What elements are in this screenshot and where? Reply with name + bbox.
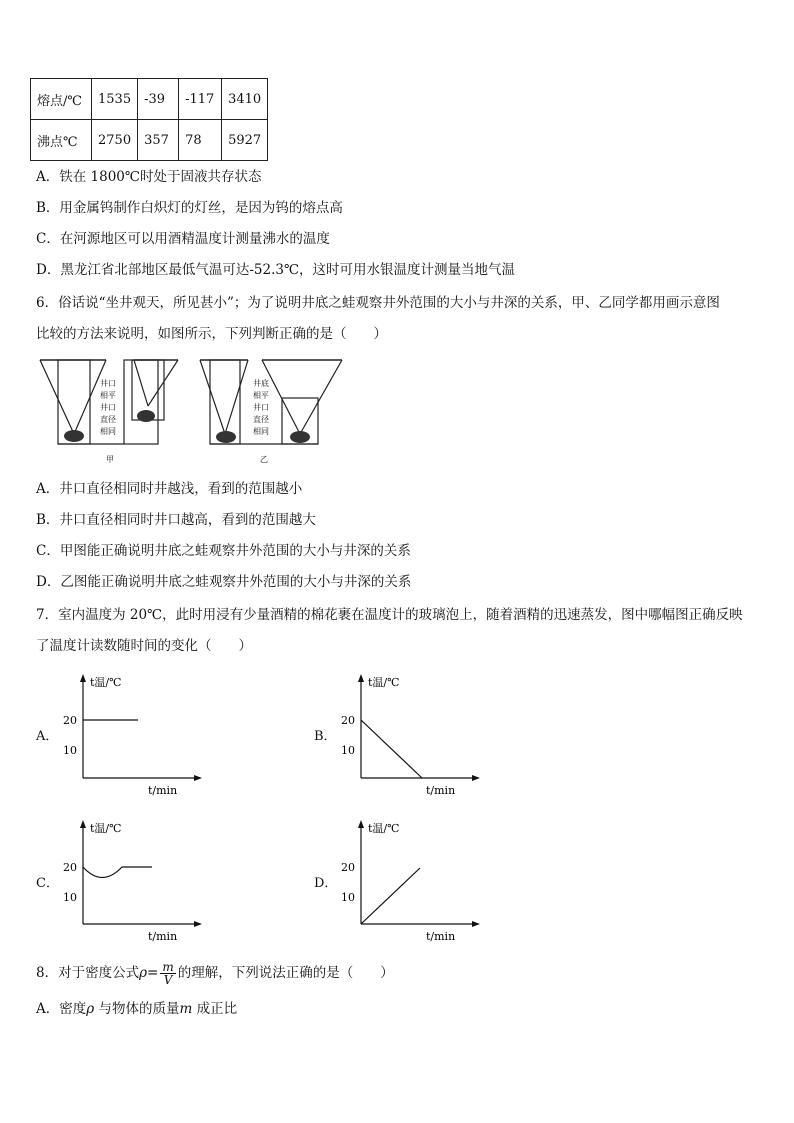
graph-c-xlabel: t/min	[148, 930, 178, 943]
melting-boiling-table	[30, 78, 268, 161]
graph-a-option: A．	[36, 729, 59, 744]
table-cell: 2750	[92, 120, 138, 161]
q8-stem-suffix: 的理解，下列说法正确的是（ ）	[177, 965, 394, 981]
fraction-denominator: V	[163, 973, 173, 987]
q8-option-a-m: m	[179, 1001, 193, 1017]
table-cell: -39	[138, 79, 179, 120]
graph-a-xlabel: t/min	[148, 784, 178, 797]
table-cell: 3410	[222, 79, 268, 120]
table-row	[31, 79, 268, 120]
q8-option-a	[36, 1000, 237, 1018]
table-cell: 78	[179, 120, 222, 161]
graph-c-curve	[83, 867, 152, 878]
figure-yi-text-5: 相同	[253, 427, 269, 436]
figure-yi	[200, 360, 342, 444]
graph-d-ylabel: t温/℃	[368, 822, 400, 835]
figure-jia-text-3: 井口	[100, 403, 116, 412]
graph-b-option: B．	[314, 729, 337, 744]
q5-option-a: A．铁在 1800℃时处于固液共存状态	[36, 169, 262, 185]
table-cell: 1535	[92, 79, 138, 120]
q6-option-c: C．甲图能正确说明井底之蛙观察井外范围的大小与井深的关系	[36, 543, 411, 559]
figure-yi-caption	[253, 378, 269, 436]
table-row-label: 沸点℃	[31, 120, 92, 161]
figure-yi-label: 乙	[260, 455, 268, 464]
q7-stem-line1: 7．室内温度为 20℃，此时用浸有少量酒精的棉花裹在温度计的玻璃泡上，随着酒精的迅速蒸发，图中哪幅图正确反映	[36, 607, 743, 623]
graph-d-option: D．	[314, 876, 338, 891]
table-cell: -117	[179, 79, 222, 120]
graph-b-tick-20: 20	[341, 714, 355, 727]
q5-option-b: B．用金属钨制作白炽灯的灯丝，是因为钨的熔点高	[36, 200, 343, 216]
graph-d-tick-20: 20	[341, 861, 355, 874]
q5-option-c: C．在河源地区可以用酒精温度计测量沸水的温度	[36, 231, 330, 247]
figure-yi-text-1: 井底	[253, 379, 269, 388]
figure-jia-text-4: 直径	[100, 415, 116, 424]
table-row	[31, 120, 268, 161]
equals-sign: =	[147, 965, 159, 981]
graph-b-tick-10: 10	[341, 744, 355, 757]
q8-option-a-mid: 与物体的质量	[94, 1001, 180, 1017]
rho-symbol: ρ	[139, 965, 148, 981]
graph-d-tick-10: 10	[341, 891, 355, 904]
figure-yi-text-4: 直径	[253, 415, 269, 424]
graph-c-tick-20: 20	[63, 861, 77, 874]
q7-stem-line2: 了温度计读数随时间的变化（ ）	[36, 638, 252, 654]
graph-a-ylabel: t温/℃	[90, 676, 122, 689]
figure-jia-text-1: 井口	[100, 379, 116, 388]
table-cell: 5927	[222, 120, 268, 161]
table-row-label: 熔点/℃	[31, 79, 92, 120]
graph-d-xlabel: t/min	[426, 930, 456, 943]
graph-c-option: C．	[36, 876, 59, 891]
graph-b-ylabel: t温/℃	[368, 676, 400, 689]
well-jia-deep	[124, 360, 158, 444]
q6-option-d: D．乙图能正确说明井底之蛙观察井外范围的大小与井深的关系	[36, 574, 412, 590]
q6-option-a: A．井口直径相同时井越浅，看到的范围越小	[36, 481, 303, 497]
q8-option-a-rho: ρ	[86, 1001, 95, 1017]
figure-jia-caption	[100, 378, 116, 436]
fraction-numerator: m	[162, 960, 174, 974]
figure-jia-text-2: 相平	[100, 391, 116, 400]
graph-b-xlabel: t/min	[426, 784, 456, 797]
graph-b	[336, 670, 496, 800]
graph-d	[336, 816, 496, 946]
table-cell: 357	[138, 120, 179, 161]
q8-option-a-suffix: 成正比	[192, 1001, 238, 1017]
q8-option-a-prefix: A．密度	[36, 1001, 87, 1017]
q5-option-d: D．黑龙江省北部地区最低气温可达-52.3℃，这时可用水银温度计测量当地气温	[36, 262, 516, 278]
density-fraction	[160, 961, 175, 986]
q8-stem-prefix: 8．对于密度公式	[36, 965, 140, 981]
graph-a-tick-20: 20	[63, 714, 77, 727]
figure-jia-text-5: 相同	[100, 427, 116, 436]
graph-a	[58, 670, 218, 800]
graph-c-ylabel: t温/℃	[90, 822, 122, 835]
graph-d-curve	[361, 868, 420, 924]
well-frog-figure	[38, 358, 348, 468]
figure-yi-text-2: 相平	[253, 391, 269, 400]
graph-a-tick-10: 10	[63, 744, 77, 757]
graph-c	[58, 816, 218, 946]
q6-stem-line1: 6．俗话说“坐井观天，所见甚小”；为了说明井底之蛙观察井外范围的大小与井深的关系，甲、乙同学都用画示意图	[36, 295, 720, 311]
graph-b-curve	[361, 720, 422, 778]
q6-stem-line2: 比较的方法来说明，如图所示，下列判断正确的是（ ）	[36, 326, 387, 342]
graph-c-tick-10: 10	[63, 891, 77, 904]
q6-option-b: B．井口直径相同时井口越高，看到的范围越大	[36, 512, 316, 528]
figure-jia-label: 甲	[106, 455, 114, 464]
figure-yi-text-3: 井口	[253, 403, 269, 412]
q8-stem	[36, 961, 394, 986]
